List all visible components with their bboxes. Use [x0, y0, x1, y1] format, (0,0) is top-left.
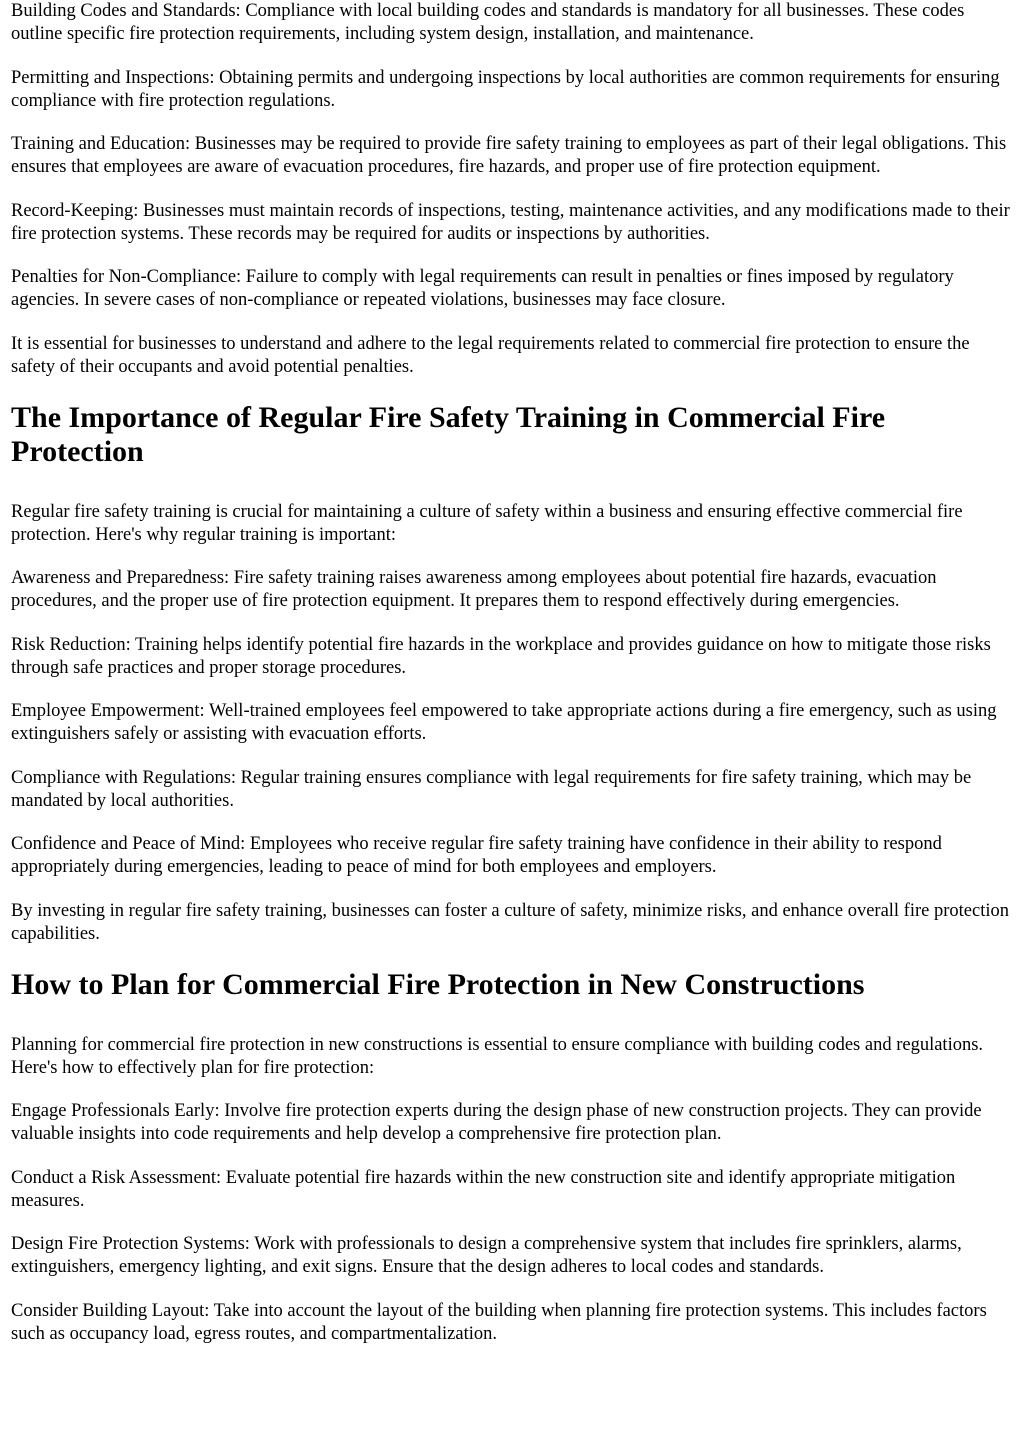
paragraph-risk-assessment: Conduct a Risk Assessment: Evaluate potential fire hazards within the new construction site and identify appropriate mitigation measures. — [11, 1167, 956, 1211]
paragraph-building-codes: Building Codes and Standards: Compliance with local building codes and standards is mandatory for all businesses. These codes outline specific fire protection requirements, including system design, installation, and maintenance. — [11, 1, 965, 44]
paragraph-building-layout: Consider Building Layout: Take into account the layout of the building when planning fire protection systems. This includes factors such as occupancy load, egress routes, and compartmentalization. — [11, 1300, 987, 1344]
paragraph-awareness: Awareness and Preparedness: Fire safety training raises awareness among employees about potential fire hazards, evacuation procedures, and the proper use of fire protection equipment. It prepares them to respond effectively during emergencies. — [11, 568, 937, 611]
heading-regular-training: The Importance of Regular Fire Safety Training in Commercial Fire Protection — [11, 400, 886, 468]
paragraph-engage-professionals: Engage Professionals Early: Involve fire protection experts during the design phase of new construction projects. They can provide valuable insights into code requirements and help develop a comprehensive fire protection plan. — [11, 1101, 982, 1144]
paragraph-legal-summary: It is essential for businesses to understand and adhere to the legal requirements related to commercial fire protection to ensure the safety of their occupants and avoid potential penalties. — [11, 333, 970, 377]
paragraph-training-summary: By investing in regular fire safety training, businesses can foster a culture of safety, minimize risks, and enhance overall fire protection capabilities. — [11, 900, 1009, 944]
paragraph-risk-reduction: Risk Reduction: Training helps identify potential fire hazards in the workplace and provides guidance on how to mitigate those risks through safe practices and proper storage procedures. — [11, 634, 991, 678]
paragraph-penalties: Penalties for Non-Compliance: Failure to comply with legal requirements can result in penalties or fines imposed by regulatory agencies. In severe cases of non-compliance or repeated violations, businesses may face closure. — [11, 267, 954, 310]
paragraph-training-education: Training and Education: Businesses may be required to provide fire safety training to employees as part of their legal obligations. This ensures that employees are aware of evacuation procedures, fire hazards, and proper use of fire protection equipment. — [11, 134, 1007, 177]
paragraph-design-systems: Design Fire Protection Systems: Work with professionals to design a comprehensive system that includes fire sprinklers, alarms, extinguishers, emergency lighting, and exit signs. Ensure that the design adheres to local codes and standards. — [11, 1234, 962, 1277]
heading-new-constructions: How to Plan for Commercial Fire Protection in New Constructions — [11, 967, 865, 1001]
paragraph-record-keeping: Record-Keeping: Businesses must maintain records of inspections, testing, maintenance activities, and any modifications made to their fire protection systems. These records may be required for audits or inspections by authorities. — [11, 200, 1010, 244]
paragraph-empowerment: Employee Empowerment: Well-trained employees feel empowered to take appropriate actions during a fire emergency, such as using extinguishers safely or assisting with evacuation efforts. — [11, 701, 997, 744]
paragraph-confidence: Confidence and Peace of Mind: Employees who receive regular fire safety training have confidence in their ability to respond appropriately during emergencies, leading to peace of mind for both employees and employers. — [11, 834, 942, 877]
paragraph-training-intro: Regular fire safety training is crucial for maintaining a culture of safety within a business and ensuring effective commercial fire protection. Here's why regular training is important: — [11, 501, 963, 545]
paragraph-permitting: Permitting and Inspections: Obtaining permits and undergoing inspections by local authorities are common requirements for ensuring compliance with fire protection regulations. — [11, 67, 1000, 111]
paragraph-planning-intro: Planning for commercial fire protection in new constructions is essential to ensure compliance with building codes and regulations. Here's how to effectively plan for fire protection: — [11, 1034, 984, 1078]
paragraph-compliance: Compliance with Regulations: Regular training ensures compliance with legal requirements for fire safety training, which may be mandated by local authorities. — [11, 767, 972, 811]
